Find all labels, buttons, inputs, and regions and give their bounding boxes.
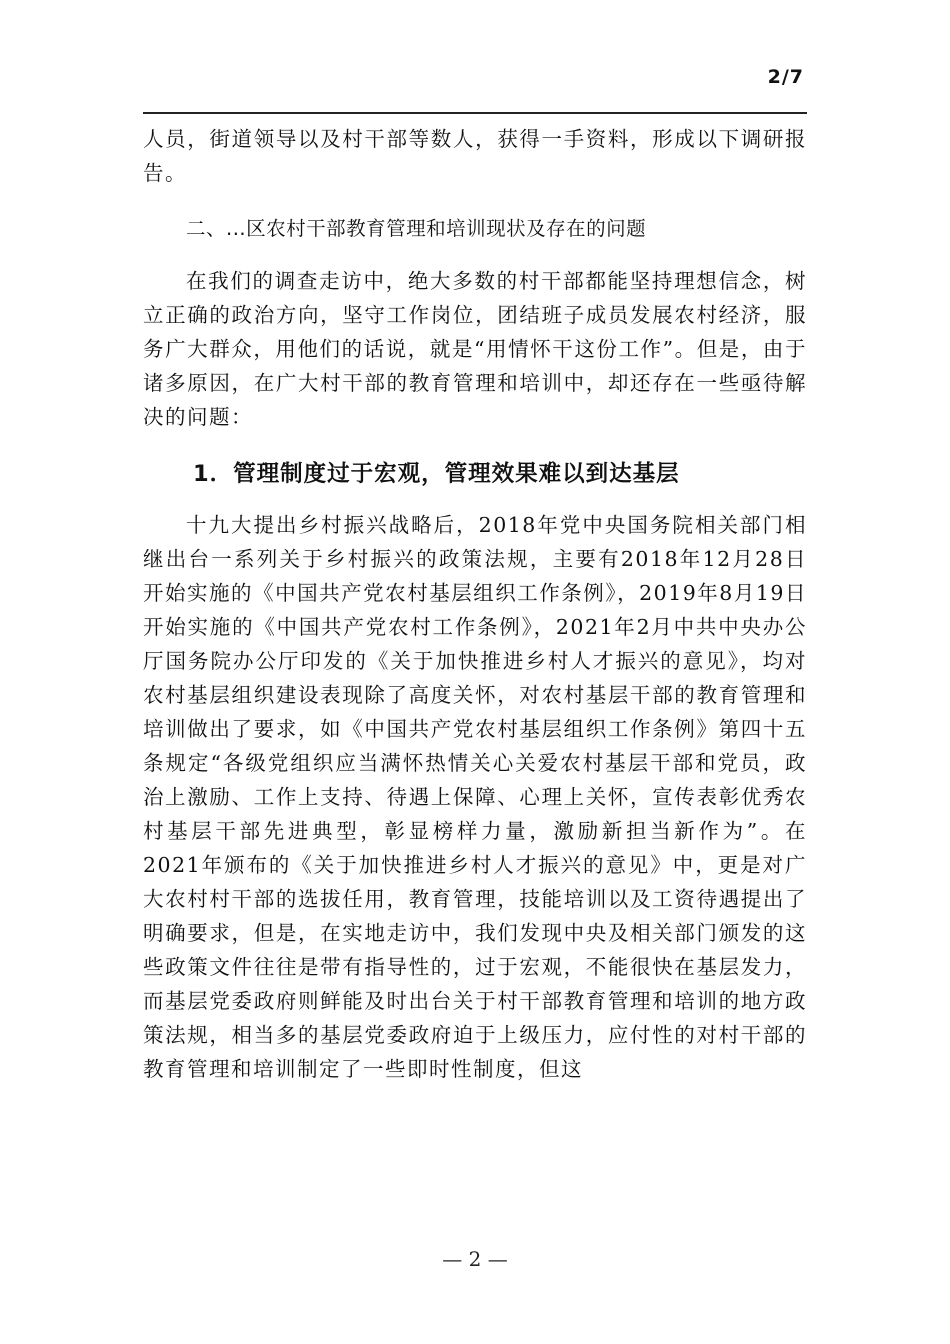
paragraph-policy: 十九大提出乡村振兴战略后，2018年党中央国务院相关部门相继出台一系列关于乡村振兴的政策法规，主要有2018年12月28日开始实施的《中国共产党农村基层组织工作条例》，2019年8月19日开始实施的《中国共产党农村工作条例》，2021年2月中共中央办公厅国务院办公厅印发的《关于加快推进乡村人才振兴的意见》，均对农村基层组织建设表现除了高度关怀，对农村基层干部的教育管理和培训做出了要求，如《中国共产党农村基层组织工作条例》第四十五条规定“各级党组织应当满怀热情关心关爱农村基层干部和党员，政治上激励、工作上支持、待遇上保障、心理上关怀，宣传表彰优秀农村基层干部先进典型，彰显榜样力量，激励新担当新作为”。在2021年颁布的《关于加快推进乡村人才振兴的意见》中，更是对广大农村村干部的选拔任用，教育管理，技能培训以及工资待遇提出了明确要求，但是，在实地走访中，我们发现中央及相关部门颁发的这些政策文件往往是带有指导性的，过于宏观，不能很快在基层发力，而基层党委政府则鲜能及时出台关于村干部教育管理和培训的地方政策法规，相当多的基层党委政府迫于上级压力，应付性的对村干部的教育管理和培训制定了一些即时性制度，但这: [143, 513, 807, 1081]
paragraph-intro-tail: 人员，街道领导以及村干部等数人，获得一手资料，形成以下调研报告。: [143, 127, 807, 185]
subheading-1: 1．管理制度过于宏观，管理效果难以到达基层: [193, 461, 680, 487]
paragraph-overview: 在我们的调查走访中，绝大多数的村干部都能坚持理想信念，树立正确的政治方向，坚守工作岗位，团结班子成员发展农村经济，服务广大群众，用他们的话说，就是“用情怀干这份工作”。但是，由于诸多原因，在广大村干部的教育管理和培训中，却还存在一些亟待解决的问题：: [143, 269, 807, 429]
section-heading: 二、...区农村干部教育管理和培训现状及存在的问题: [186, 217, 647, 240]
document-body: [143, 122, 807, 1086]
page-number: — 2 —: [442, 1247, 508, 1271]
header-rule: [143, 112, 807, 114]
page-counter: 2/7: [767, 66, 804, 88]
